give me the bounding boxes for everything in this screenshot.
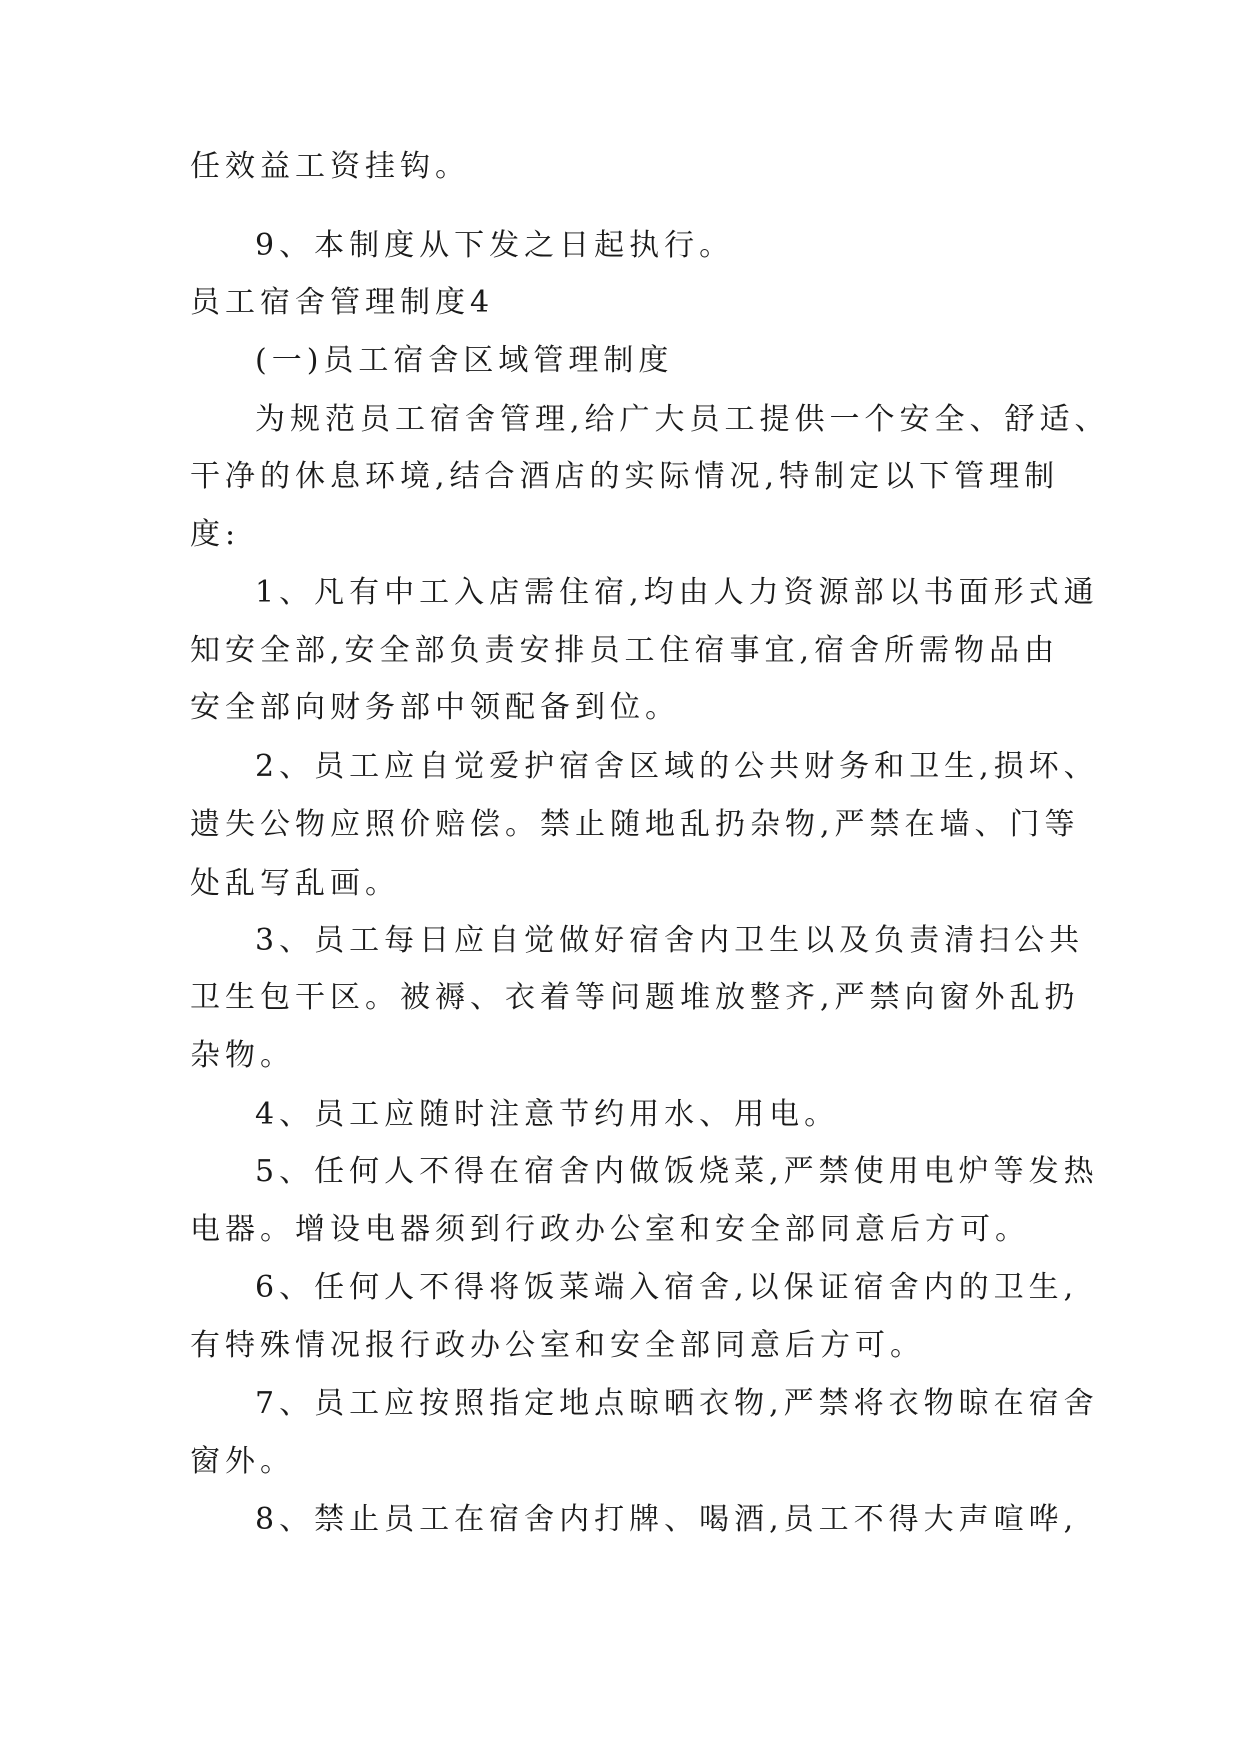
text-line-22: 7、员工应按照指定地点晾晒衣物,严禁将衣物晾在宿舍 [255, 1386, 1099, 1421]
text-line-21: 有特殊情况报行政办公室和安全部同意后方可。 [190, 1328, 925, 1363]
text-line-10: 安全部向财务部中领配备到位。 [190, 690, 680, 725]
text-line-17: 4、员工应随时注意节约用水、用电。 [255, 1097, 840, 1132]
text-line-7: 度: [190, 517, 241, 552]
text-line-12: 遗失公物应照价赔偿。禁止随地乱扔杂物,严禁在墙、门等 [190, 807, 1080, 842]
text-line-9: 知安全部,安全部负责安排员工住宿事宜,宿舍所需物品由 [190, 633, 1060, 668]
text-line-1: 任效益工资挂钩。 [190, 149, 470, 184]
text-line-13: 处乱写乱画。 [190, 866, 400, 901]
text-line-5: 为规范员工宿舍管理,给广大员工提供一个安全、舒适、 [255, 402, 1110, 437]
subsection-heading: (一)员工宿舍区域管理制度 [255, 343, 674, 378]
text-line-20: 6、任何人不得将饭菜端入宿舍,以保证宿舍内的卫生, [255, 1270, 1079, 1305]
section-heading: 员工宿舍管理制度4 [190, 285, 495, 320]
text-line-23: 窗外。 [190, 1444, 295, 1479]
text-line-16: 杂物。 [190, 1038, 295, 1073]
text-line-14: 3、员工每日应自觉做好宿舍内卫生以及负责清扫公共 [255, 923, 1085, 958]
text-line-8: 1、凡有中工入店需住宿,均由人力资源部以书面形式通 [255, 575, 1099, 610]
text-line-11: 2、员工应自觉爱护宿舍区域的公共财务和卫生,损坏、 [255, 749, 1099, 784]
text-line-18: 5、任何人不得在宿舍内做饭烧菜,严禁使用电炉等发热 [255, 1154, 1099, 1189]
text-line-19: 电器。增设电器须到行政办公室和安全部同意后方可。 [190, 1212, 1030, 1247]
text-line-6: 干净的休息环境,结合酒店的实际情况,特制定以下管理制 [190, 459, 1060, 494]
text-line-15: 卫生包干区。被褥、衣着等问题堆放整齐,严禁向窗外乱扔 [190, 980, 1080, 1015]
text-line-24: 8、禁止员工在宿舍内打牌、喝酒,员工不得大声喧哗, [255, 1502, 1079, 1537]
text-line-2: 9、本制度从下发之日起执行。 [255, 228, 735, 263]
